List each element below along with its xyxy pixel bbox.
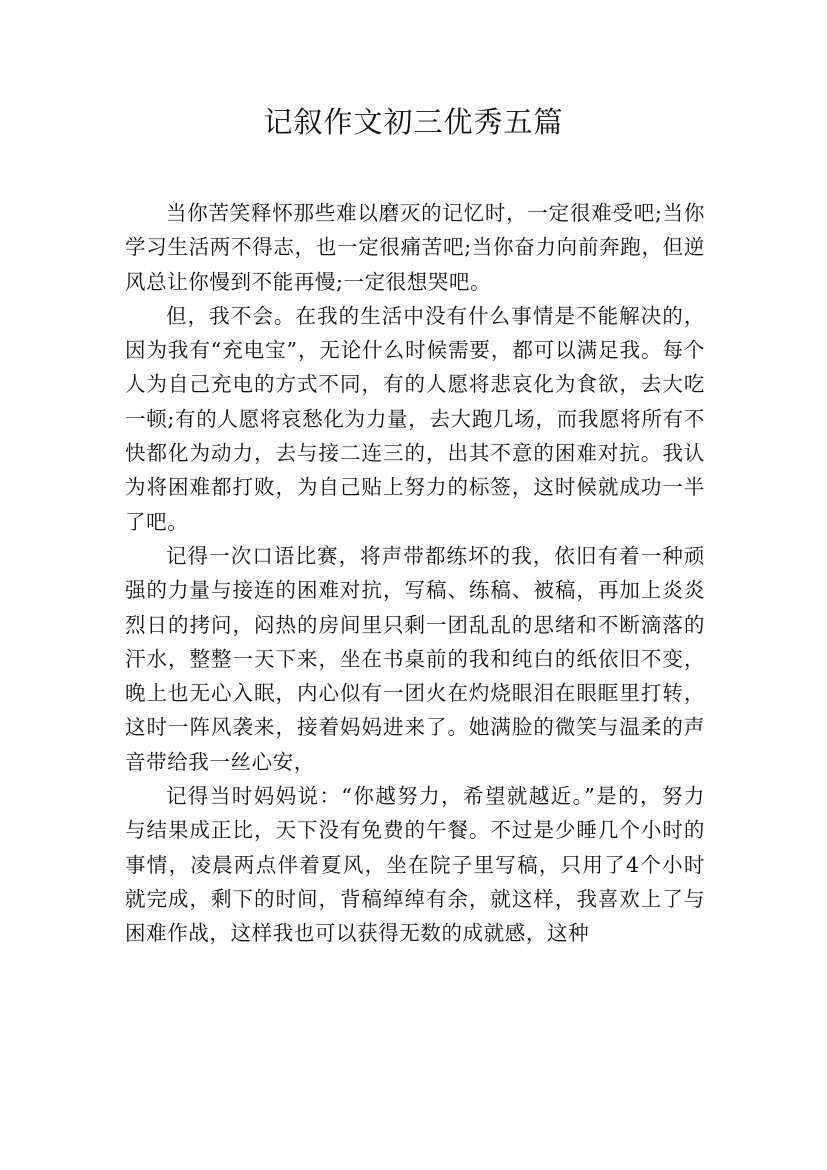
paragraph-4: 记得当时妈妈说：“你越努力，希望就越近。”是的，努力与结果成正比，天下没有免费的午餐。不过是少睡几个小时的事情，凌晨两点伴着夏风，坐在院子里写稿，只用了4个小时就完成，剩下的时间，背稿绰绰有余，就这样，我喜欢上了与困难作战，这样我也可以获得无数的成就感，这种 bbox=[125, 784, 705, 946]
paragraph-1: 当你苦笑释怀那些难以磨灭的记忆时，一定很难受吧;当你学习生活两不得志，也一定很痛苦吧;当你奋力向前奔跑，但逆风总让你慢到不能再慢;一定很想哭吧。 bbox=[125, 201, 705, 294]
paragraph-2: 但，我不会。在我的生活中没有什么事情是不能解决的，因为我有“充电宝”，无论什么时候需要，都可以满足我。每个人为自己充电的方式不同，有的人愿将悲哀化为食欲，去大吃一顿;有的人愿将哀愁化为力量，去大跑几场，而我愿将所有不快都化为动力，去与接二连三的，出其不意的困难对抗。我认为将困难都打败，为自己贴上努力的标签，这时候就成功一半了吧。 bbox=[125, 303, 705, 534]
paragraph-3: 记得一次口语比赛，将声带都练坏的我，依旧有着一种顽强的力量与接连的困难对抗，写稿、练稿、被稿，再加上炎炎烈日的拷问，闷热的房间里只剩一团乱乱的思绪和不断滴落的汗水，整整一天下来，坐在书桌前的我和纯白的纸依旧不变，晚上也无心入眠，内心似有一团火在灼烧眼泪在眼眶里打转，这时一阵风袭来，接着妈妈进来了。她满脸的微笑与温柔的声音带给我一丝心安， bbox=[125, 543, 705, 774]
document-title: 记叙作文初三优秀五篇 bbox=[263, 105, 564, 139]
document-body bbox=[125, 196, 705, 951]
